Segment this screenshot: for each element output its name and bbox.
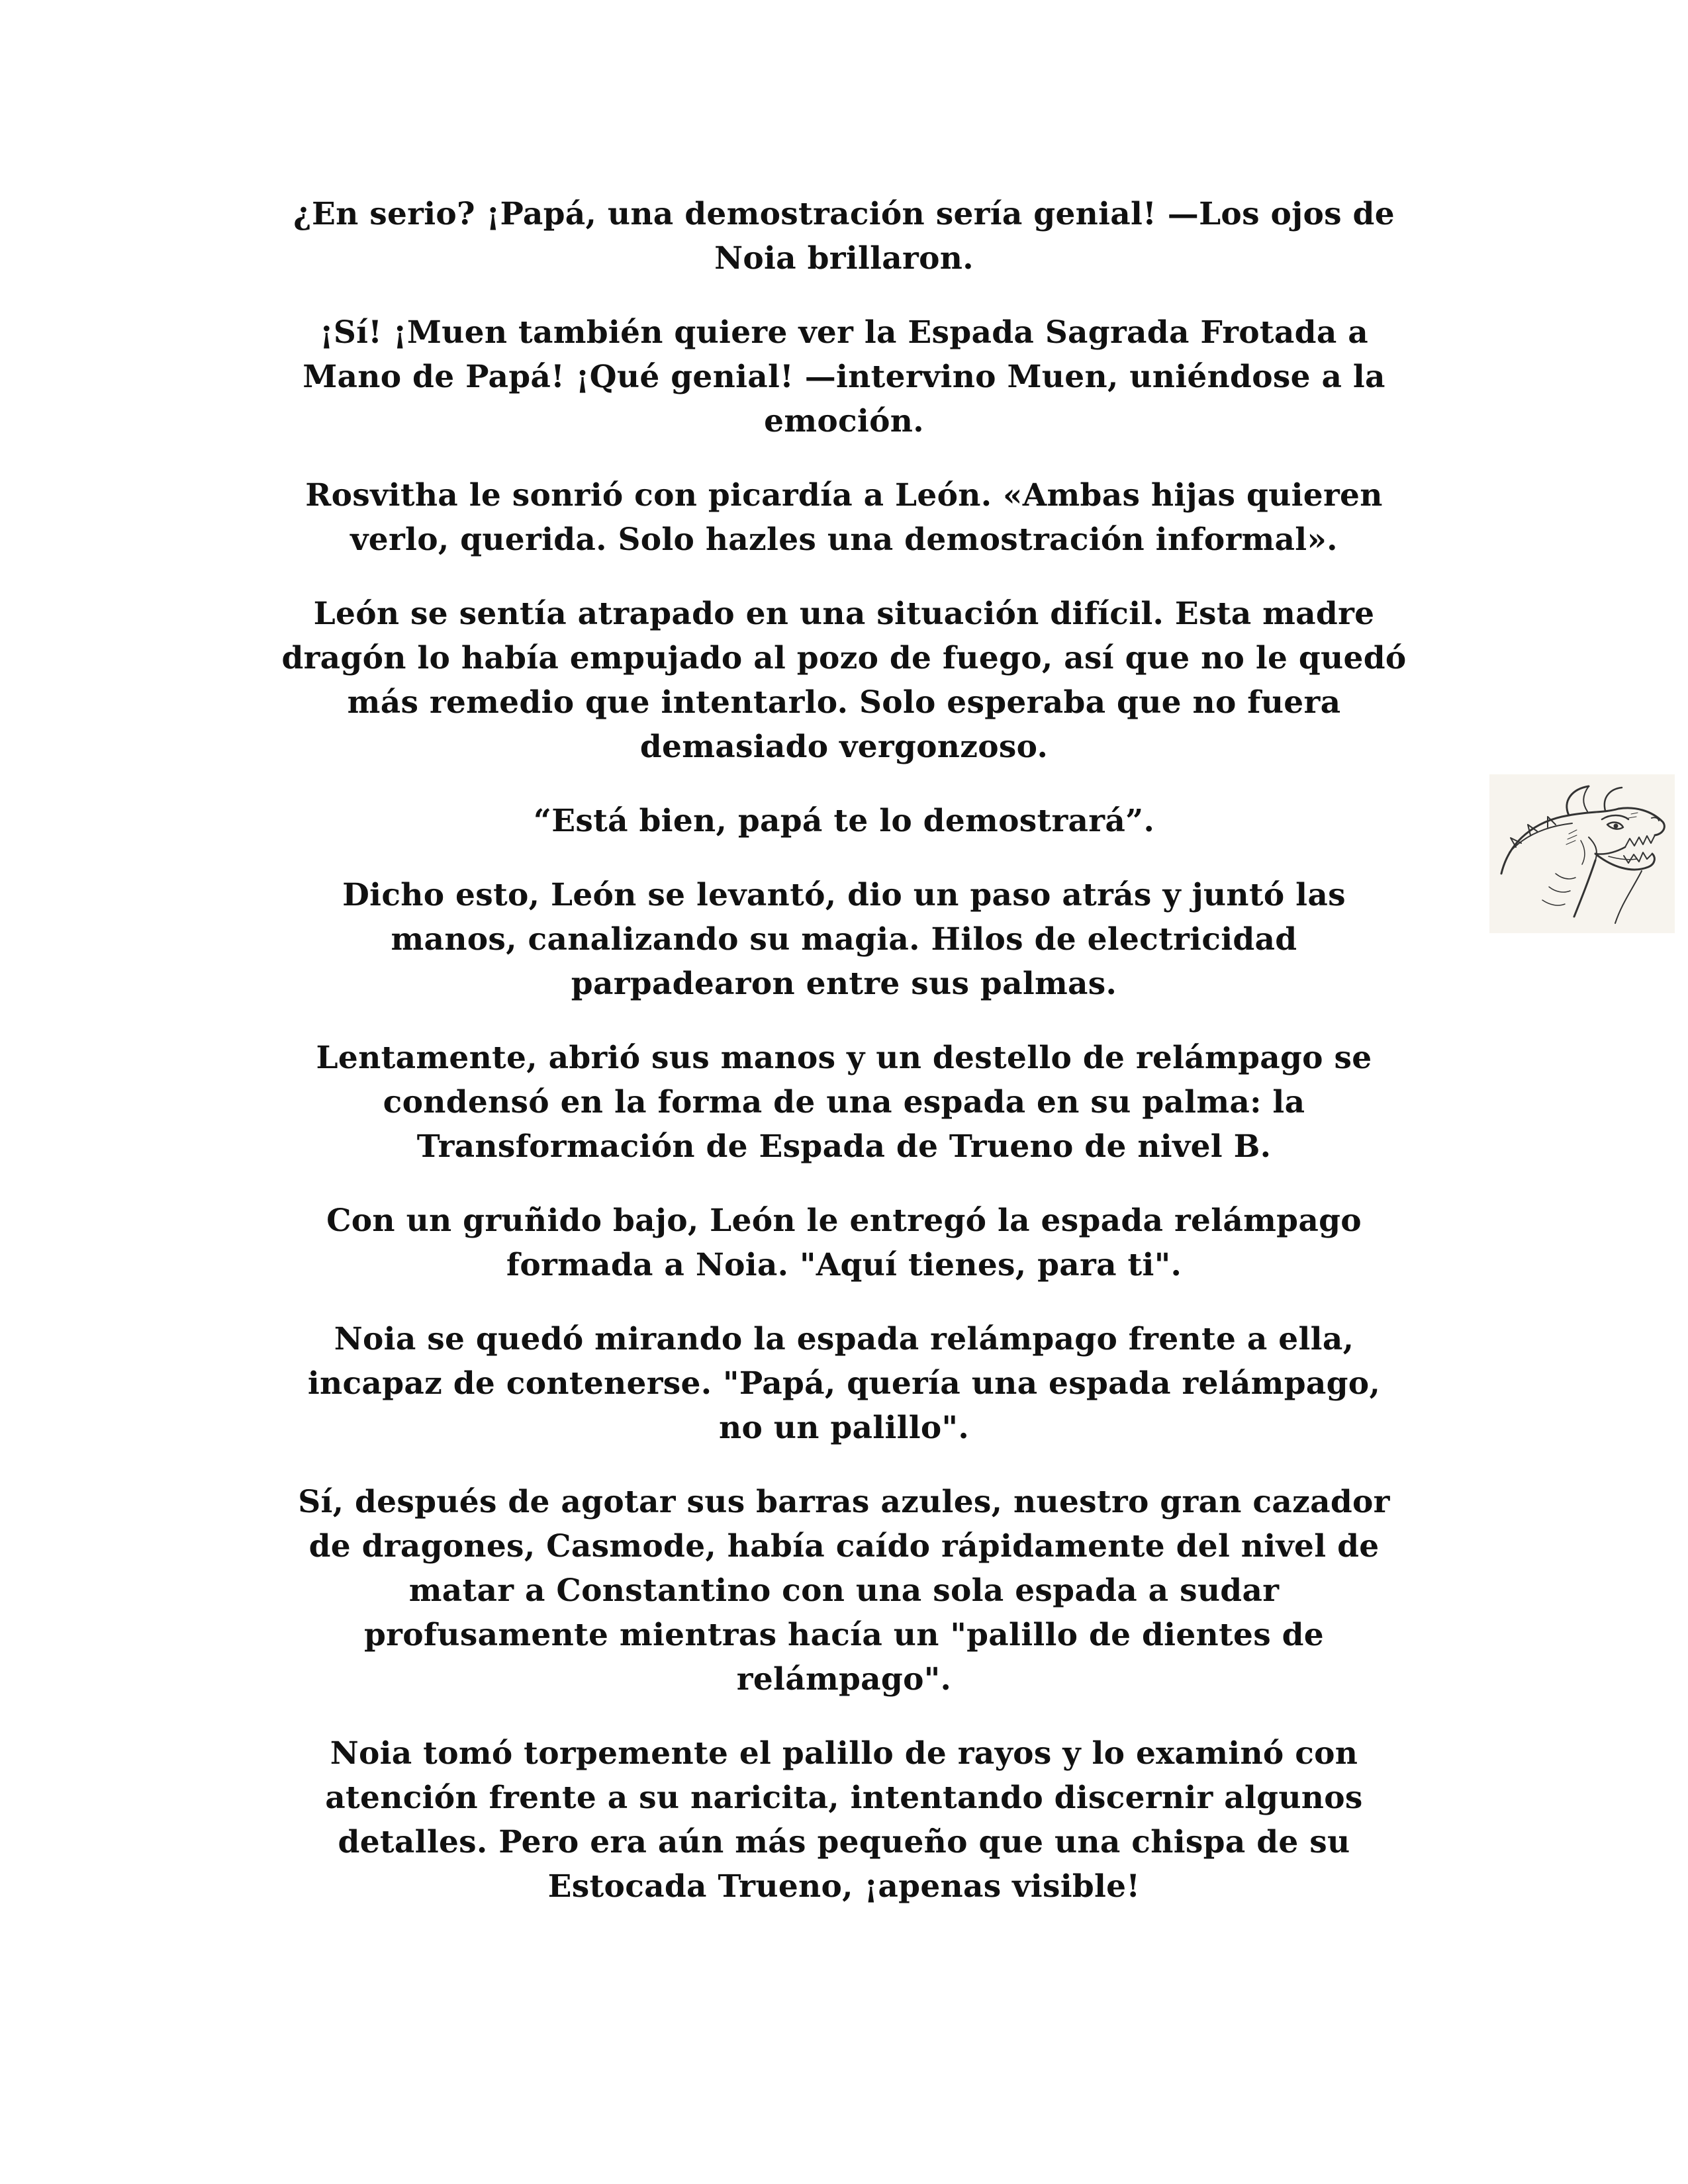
story-text [225, 192, 1463, 1938]
paragraph: León se sentía atrapado en una situación difícil. Esta madre dragón lo había empujado al pozo de fuego, así que no le quedó más remedio que intentarlo. Solo esperaba que no fuera demasiado vergonzoso. [281, 596, 1407, 765]
paragraph: Lentamente, abrió sus manos y un destello de relámpago se condensó en la forma de una espada en su palma: la Transformación de Espada de Trueno de nivel B. [316, 1040, 1372, 1165]
paragraph: ¡Sí! ¡Muen también quiere ver la Espada Sagrada Frotada a Mano de Papá! ¡Qué genial! —intervino Muen, uniéndose a la emoción. [303, 314, 1385, 439]
paragraph: Noia se quedó mirando la espada relámpago frente a ella, incapaz de contenerse. "Papá, quería una espada relámpago, no un palillo". [307, 1321, 1381, 1446]
paragraph: Noia tomó torpemente el palillo de rayos y lo examinó con atención frente a su naricita, intentando discernir algunos detalles. Pero era aún más pequeño que una chispa de su Estocada Trueno, ¡apenas visible! [325, 1735, 1363, 1905]
dragon-head-sketch-icon [1489, 774, 1675, 933]
paragraph: Sí, después de agotar sus barras azules, nuestro gran cazador de dragones, Casmode, había caído rápidamente del nivel de matar a Constantino con una sola espada a sudar profusamente mientras hacía un "palillo de dientes de relámpago". [298, 1484, 1390, 1698]
paragraph: Rosvitha le sonrió con picardía a León. «Ambas hijas quieren verlo, querida. Solo hazles una demostración informal». [305, 477, 1383, 558]
paragraph: Dicho esto, León se levantó, dio un paso atrás y juntó las manos, canalizando su magia. Hilos de electricidad parpadearon entre sus palmas. [342, 877, 1346, 1002]
paragraph: “Está bien, papá te lo demostrará”. [533, 803, 1155, 839]
paragraph: Con un gruñido bajo, León le entregó la espada relámpago formada a Noia. "Aquí tienes, para ti". [326, 1203, 1362, 1283]
paragraph: ¿En serio? ¡Papá, una demostración sería genial! —Los ojos de Noia brillaron. [293, 196, 1395, 277]
